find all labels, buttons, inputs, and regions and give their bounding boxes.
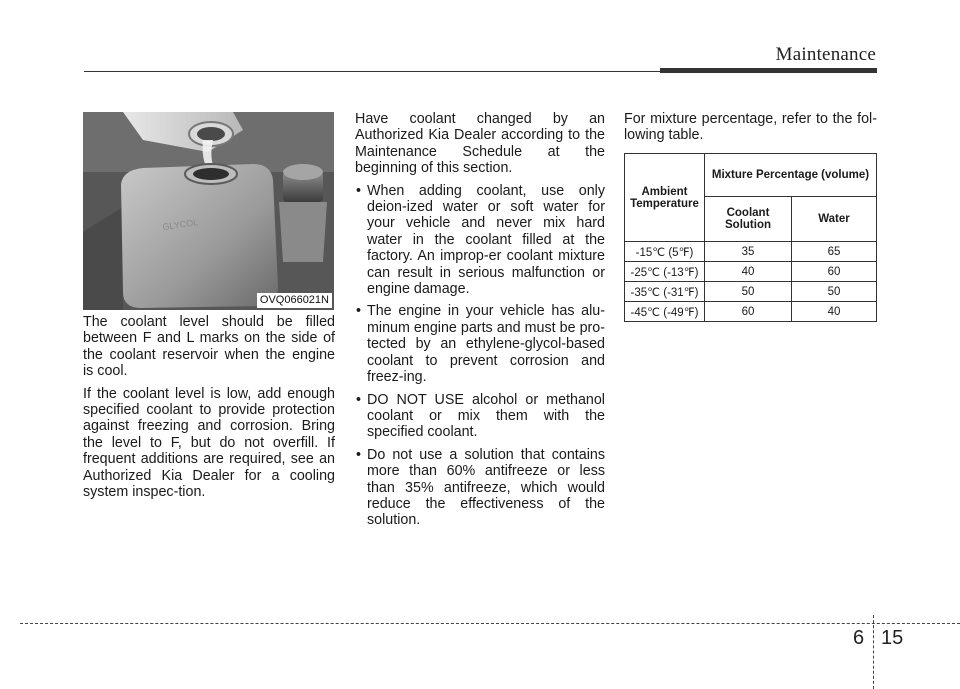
- section-title: Maintenance: [775, 44, 876, 65]
- list-item: • The engine in your vehicle has alu-minum engine parts and must be pro-tected by an ethylene-glycol-based coolant to prevent corrosion and freez-ing.: [355, 303, 605, 385]
- table-cell-coolant: 60: [705, 302, 792, 322]
- table-cell-temperature: -35℃ (-31℉): [625, 282, 705, 302]
- table-cell-water: 40: [792, 302, 877, 322]
- table-header-mixture: Mixture Percentage (volume): [705, 154, 877, 197]
- table-header-coolant: Coolant Solution: [705, 197, 792, 242]
- column-middle: [355, 111, 605, 535]
- mixture-percentage-table: [624, 153, 877, 322]
- table-cell-coolant: 35: [705, 242, 792, 262]
- list-item: • DO NOT USE alcohol or methanol coolant or mix them with the specified coolant.: [355, 392, 605, 441]
- table-cell-water: 60: [792, 262, 877, 282]
- header-rule-accent: [660, 68, 877, 73]
- page-number: 15: [881, 627, 904, 649]
- coolant-pour-illustration: [83, 112, 334, 310]
- table-row: [625, 282, 877, 302]
- coolant-reservoir-photo: [83, 112, 334, 310]
- paragraph-low-coolant: If the coolant level is low, add enough specified coolant to provide protection against freezing and corrosion. Bring the level to F, but do not overfill. If frequent additions are required, see an Authorized Kia Dealer for a cooling system inspec-tion.: [83, 385, 335, 501]
- page-number-divider: [873, 615, 874, 689]
- svg-text:GLYCOL: GLYCOL: [161, 217, 199, 232]
- chapter-number: 6: [853, 627, 865, 649]
- header-rule: [84, 71, 660, 72]
- table-cell-temperature: -45℃ (-49℉): [625, 302, 705, 322]
- coolant-precautions-list: [355, 183, 605, 529]
- table-header-ambient: Ambient Temperature: [625, 154, 705, 242]
- column-right: [624, 111, 877, 150]
- paragraph-coolant-level: The coolant level should be filled between F and L marks on the side of the coolant reservoir when the engine is cool.: [83, 314, 335, 380]
- table-cell-coolant: 50: [705, 282, 792, 302]
- table-row: [625, 262, 877, 282]
- table-row: [625, 302, 877, 322]
- list-item: • When adding coolant, use only deion-ized water or soft water for your vehicle and never mix hard water in the coolant filled at the factory. An improp-er coolant mixture can result in serious malfunction or engine damage.: [355, 183, 605, 298]
- table-row: [625, 242, 877, 262]
- footer-rule: [20, 623, 960, 624]
- column-left: [83, 314, 335, 506]
- list-item: • Do not use a solution that contains more than 60% antifreeze or less than 35% antifreeze, which would reduce the effectiveness of the solution.: [355, 447, 605, 529]
- table-cell-temperature: -25℃ (-13℉): [625, 262, 705, 282]
- paragraph-mixture-intro: For mixture percentage, refer to the fol-lowing table.: [624, 111, 877, 144]
- paragraph-coolant-change: Have coolant changed by an Authorized Kia Dealer according to the Maintenance Schedule at the beginning of this section.: [355, 111, 605, 177]
- table-cell-water: 65: [792, 242, 877, 262]
- table-cell-water: 50: [792, 282, 877, 302]
- table-header-water: Water: [792, 197, 877, 242]
- figure-caption: OVQ066021N: [257, 293, 332, 308]
- table-cell-temperature: -15℃ (5℉): [625, 242, 705, 262]
- table-cell-coolant: 40: [705, 262, 792, 282]
